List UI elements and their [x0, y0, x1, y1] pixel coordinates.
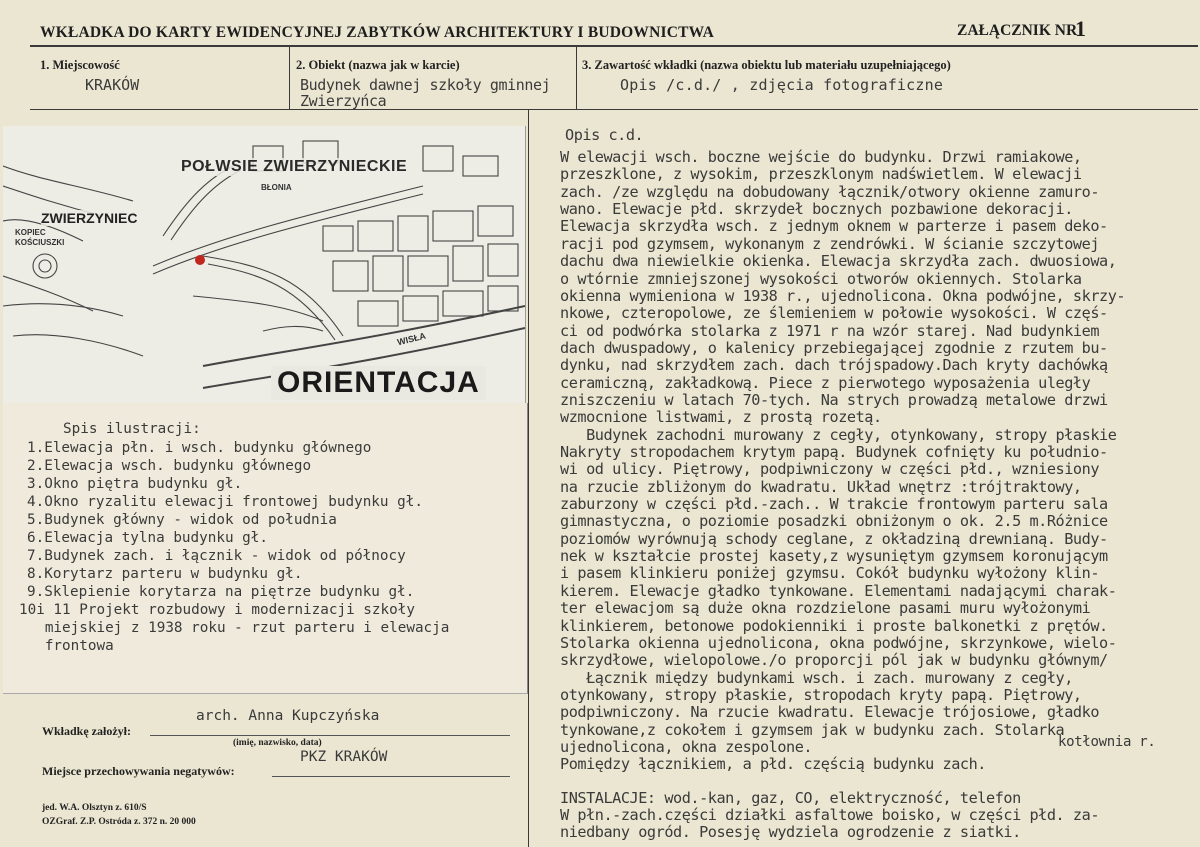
- description-line: na rzucie zbliżonym do kwadratu. Układ wnętrz :trójtraktowy,: [560, 477, 1082, 496]
- description-line: tynkowane,z cokołem i gzymsem jak w budynku zach. Stolarka: [560, 720, 1065, 739]
- location-marker: [195, 255, 205, 265]
- illustration-item: 10i 11 Projekt rozbudowy i modernizacji szkoły: [19, 602, 415, 618]
- description-line: przeszklone, z wysokim, przeszklonym nadświetlem. W elewacji: [560, 165, 1082, 184]
- author-underline: [150, 735, 510, 736]
- illustrations-panel: [3, 403, 528, 694]
- description-line: dach dwuspadowy, o kalenicy przebiegającej zgodnie z rzutem bu-: [560, 338, 1108, 357]
- description-line: Nakryty stropodachem krytym papą. Budynek cofnięty ku południo-: [560, 443, 1108, 461]
- description-line: dynku, nad skrzydłem zach. dach trójspadowy.Dach kryty dachówką: [560, 356, 1108, 375]
- field-3-value: Opis /c.d./ , zdjęcia fotograficzne: [620, 76, 944, 94]
- print-info-2: OZGraf. Z.P. Ostróda z. 372 n. 20 000: [42, 817, 196, 827]
- map-title: POŁWSIE ZWIERZYNIECKIE: [181, 158, 408, 175]
- header-rule: [30, 45, 1198, 47]
- description-line: Elewacja skrzydła wsch. z jednym oknem w parterze i pasem deko-: [560, 217, 1108, 236]
- description-line: Pomiędzy łącznikiem, a płd. częścią budynku zach.: [560, 755, 995, 774]
- description-line: ujednolicona, okna zespolone.: [560, 737, 813, 756]
- description-line: zniszczeniu w latach 70-tych. Na strych prowadzą metalowe drzwi: [560, 390, 1108, 409]
- illustration-item: 9.Sklepienie korytarza na piętrze budynku gł.: [27, 584, 415, 600]
- author-label: Wkładkę założył:: [42, 724, 131, 738]
- field-divider-1: [289, 47, 290, 109]
- overtyped-tail: kotłownia r.: [1058, 734, 1156, 750]
- field-1-value: KRAKÓW: [85, 76, 140, 94]
- description-line: podpiwniczony. Na rzucie kwadratu. Elewacje trójosiowe, gładko: [560, 703, 1100, 722]
- illustrations-heading: Spis ilustracji:: [63, 421, 201, 437]
- description-line: dachu dwa niewielkie okienka. Elewacja skrzydła zach. dwuosiowa,: [560, 252, 1117, 271]
- description-line: ci od podwórka stolarka z 1971 r na wzór starej. Nad budynkiem: [560, 321, 1100, 340]
- illustration-item: frontowa: [19, 638, 114, 654]
- description-line: W elewacji wsch. boczne wejście do budynku. Drzwi ramiakowe,: [560, 148, 1082, 166]
- field-1-label: 1. Miejscowość: [40, 58, 120, 72]
- column-divider: [528, 110, 529, 847]
- storage-underline: [272, 776, 510, 777]
- illustration-item: 6.Elewacja tylna budynku gł.: [27, 530, 269, 546]
- field-divider-2: [576, 47, 577, 109]
- description-line: kierem. Elewacje gładko tynkowane. Elementami nadającymi charak-: [560, 581, 1117, 600]
- map-label-kopiec: KOPIEC: [15, 228, 46, 237]
- storage-value: PKZ KRAKÓW: [300, 749, 388, 765]
- description-line: W płn.-zach.części działki asfaltowe boisko, w części płd. za-: [560, 806, 1100, 824]
- field-2-label: 2. Obiekt (nazwa jak w karcie): [296, 58, 460, 72]
- attachment-label: ZAŁĄCZNIK NR: [957, 22, 1078, 39]
- description-line: nek w kształcie prostej kasety,z wysuniętym gzymsem koronującym: [560, 547, 1108, 565]
- description-line: otynkowany, stropy płaskie, stropodach kryty papą. Piętrowy,: [560, 685, 1082, 704]
- description-line: INSTALACJE: wod.-kan, gaz, CO, elektryczność, telefon: [560, 788, 1021, 807]
- field-3-label: 3. Zawartość wkładki (nazwa obiektu lub materiału uzupełniającego): [582, 58, 951, 72]
- description-heading: Opis c.d.: [565, 126, 644, 144]
- description-line: wano. Elewacje płd. skrzydeł bocznych pozbawione dekoracji.: [560, 200, 1073, 219]
- illustration-item: 4.Okno ryzalitu elewacji frontowej budynku gł.: [27, 494, 423, 510]
- description-line: klinkierem, betonowe podokienniki i proste balkonetki z prętów.: [560, 616, 1108, 635]
- illustration-item: 7.Budynek zach. i łącznik - widok od północy: [27, 548, 406, 564]
- description-line: skrzydłowe, wielopolowe./o proporcji pól jak w budynku głównym/: [560, 651, 1108, 670]
- field-2-value-line-1: Budynek dawnej szkoły gminnej: [300, 76, 551, 94]
- description-line: gimnastyczna, o poziomie posadzki obniżonym o ok. 2.5 m.Różnice: [560, 512, 1108, 531]
- description-line: i pasem klinkieru poniżej gzymsu. Cokół budynku wyłożony klin-: [560, 564, 1100, 583]
- illustration-item: 2.Elewacja wsch. budynku głównego: [27, 458, 312, 474]
- description-line: wi od ulicy. Piętrowy, podpiwniczony w części płd., wzniesiony: [560, 460, 1100, 479]
- description-line: racji pod gzymsem, wykonanym z zendrówki. W ścianie szczytowej: [560, 234, 1100, 253]
- description-line: Stolarka okienna ujednolicona, okna podwójne, skrzynkowe, wielo-: [560, 633, 1117, 652]
- card-title: WKŁADKA DO KARTY EWIDENCYJNEJ ZABYTKÓW ARCHITEKTURY I BUDOWNICTWA: [40, 24, 715, 41]
- description-line: ter elewacjom są duże okna rozdzielone pasami muru wyłożonymi: [560, 599, 1091, 618]
- print-info-1: jed. W.A. Olsztyn z. 610/S: [42, 803, 147, 813]
- map-label-zwierzyniec: ZWIERZYNIEC: [41, 210, 138, 226]
- description-line: okienna wymieniona w 1938 r., ujednolicona. Okna podwójne, skrzy-: [560, 286, 1126, 305]
- description-line: zach. /ze względu na dobudowany łącznik/otwory okienne zamuro-: [560, 182, 1100, 201]
- map-label-wisla: WISŁA: [396, 330, 427, 348]
- storage-label: Miejsce przechowywania negatywów:: [42, 764, 235, 778]
- attachment-number: 1: [1075, 16, 1086, 41]
- description-line: nkowe, czteropolowe, ze ślemieniem w połowie wysokości. W częś-: [560, 304, 1108, 323]
- orientation-map: [3, 126, 526, 403]
- illustration-item: miejskiej z 1938 roku - rzut parteru i elewacja: [19, 620, 450, 636]
- illustration-item: 8.Korytarz parteru w budynku gł.: [27, 566, 303, 582]
- map-label-blonia: BŁONIA: [261, 183, 292, 192]
- illustration-item: 5.Budynek główny - widok od południa: [27, 512, 337, 528]
- description-line: zaburzony w części płd.-zach.. W trakcie frontowym parteru sala: [560, 495, 1108, 513]
- description-line: ceramiczną, zakładkową. Piece z pierwotego wyposażenia uległy: [560, 373, 1091, 392]
- description-line: poziomów wyrównują schody ceglane, z okładziną drewnianą. Budy-: [560, 529, 1108, 548]
- description-line: niedbany ogród. Posesję wydziela ogrodzenie z siatki.: [560, 823, 1021, 842]
- map-banner-orientacja: ORIENTACJA: [271, 366, 486, 400]
- field-2-value-line-2: Zwierzyńca: [300, 92, 387, 110]
- illustration-item: 3.Okno piętra budynku gł.: [27, 476, 243, 492]
- author-value: arch. Anna Kupczyńska: [196, 708, 380, 724]
- description-line: Budynek zachodni murowany z cegły, otynkowany, stropy płaskie: [560, 425, 1117, 444]
- description-line: Łącznik między budynkami wsch. i zach. murowany z cegły,: [560, 668, 1073, 687]
- fields-bottom-rule: [30, 109, 1198, 110]
- map-label-kosciuszki: KOŚCIUSZKI: [15, 238, 65, 247]
- author-hint: (imię, nazwisko, data): [233, 738, 322, 748]
- description-line: wzmocnione listwami, z prostą rozetą.: [560, 408, 882, 427]
- description-line: o wtórnie zmniejszonej wysokości otworów okiennych. Stolarka: [560, 269, 1082, 288]
- illustration-item: 1.Elewacja płn. i wsch. budynku głównego: [27, 440, 372, 456]
